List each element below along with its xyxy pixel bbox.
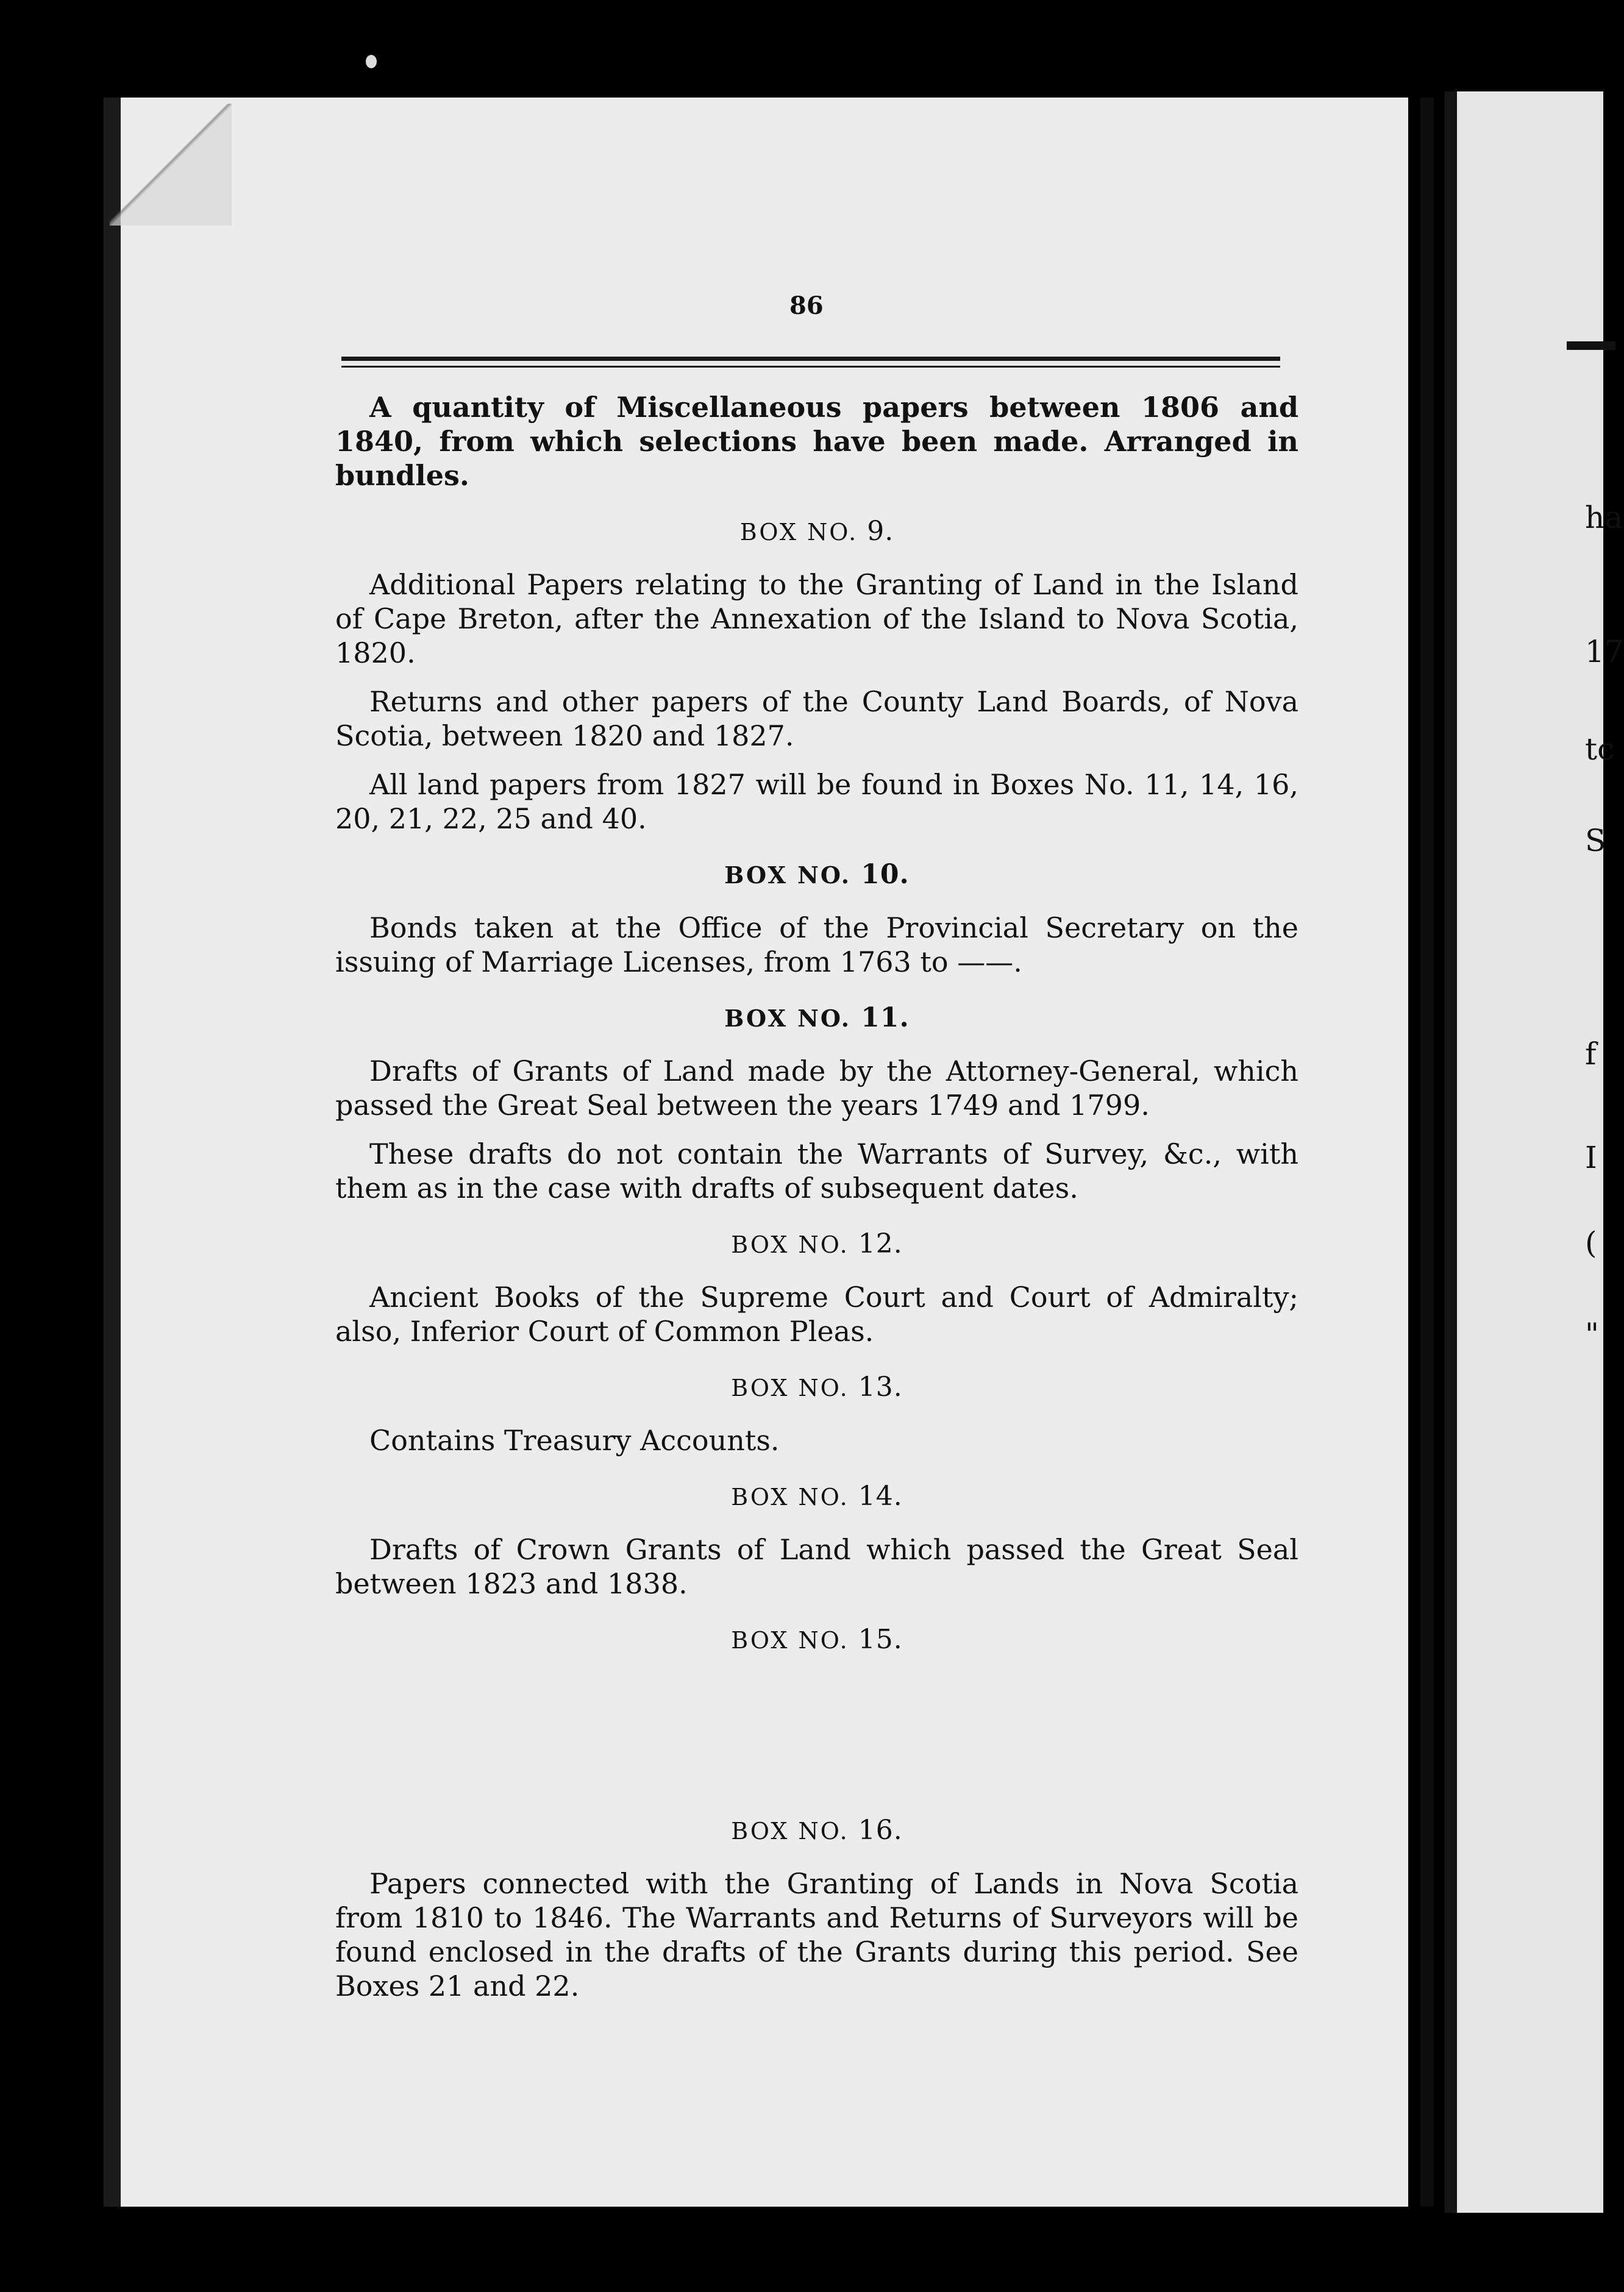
box-heading-number: 11.	[861, 1002, 910, 1033]
paragraph: These drafts do not contain the Warrants of Survey, &c., with them as in the case with drafts of subsequent dates.	[335, 1137, 1298, 1205]
right-page-edge	[1445, 91, 1624, 2213]
box-heading-label: BOX NO.	[731, 1375, 858, 1401]
right-page-fragment: (	[1585, 1225, 1597, 1261]
paragraph: A quantity of Miscellaneous papers between 1806 and 1840, from which selections have been made. Arranged in bundles.	[335, 391, 1298, 492]
box-heading-label: BOX NO.	[724, 1005, 861, 1032]
header-rule-thin	[341, 366, 1280, 368]
right-page-fragment: tc	[1585, 731, 1615, 767]
box-heading-label: BOX NO.	[731, 1627, 858, 1654]
paragraph: Returns and other papers of the County Land Boards, of Nova Scotia, between 1820 and 1827.	[335, 685, 1298, 752]
paragraph: Drafts of Crown Grants of Land which passed the Great Seal between 1823 and 1838.	[335, 1533, 1298, 1600]
box-heading-number: 12.	[858, 1228, 903, 1259]
box-heading	[335, 1227, 1298, 1262]
paragraph: Bonds taken at the Office of the Provincial Secretary on the issuing of Marriage Licenses, from 1763 to ——.	[335, 911, 1298, 978]
box-heading	[335, 1623, 1298, 1657]
box-heading-number: 9.	[867, 516, 894, 547]
box-heading-number: 13.	[858, 1372, 903, 1403]
box-heading-label: BOX NO.	[724, 861, 861, 889]
box-heading-label: BOX NO.	[731, 1231, 858, 1258]
paragraph: Additional Papers relating to the Granting of Land in the Island of Cape Breton, after the Annexation of the Island to Nova Scotia, 1820.	[335, 568, 1298, 669]
box-heading-label: BOX NO.	[739, 519, 867, 546]
paragraph: All land papers from 1827 will be found in Boxes No. 11, 14, 16, 20, 21, 22, 25 and 40.	[335, 768, 1298, 835]
document-body	[335, 390, 1298, 2018]
box-heading-number: 10.	[861, 859, 910, 890]
box-heading	[335, 1001, 1298, 1036]
box-heading-label: BOX NO.	[731, 1818, 858, 1845]
right-page-fragment: I	[1585, 1140, 1597, 1175]
folded-corner	[110, 104, 232, 226]
right-page-fragment: S	[1585, 823, 1606, 858]
box-heading-label: BOX NO.	[731, 1484, 858, 1511]
box-heading	[335, 514, 1298, 549]
paragraph: Drafts of Grants of Land made by the Attorney-General, which passed the Great Seal between the years 1749 and 1799.	[335, 1055, 1298, 1122]
header-rule-thick	[341, 357, 1280, 361]
right-page-fragment: 17	[1585, 634, 1624, 669]
paragraph: Papers connected with the Granting of Lands in Nova Scotia from 1810 to 1846. The Warrants and Returns of Surveyors will be found enclosed in the drafts of the Grants during this period. See Boxes 21 and 22.	[335, 1867, 1298, 2002]
box-heading	[335, 858, 1298, 892]
paragraph: Contains Treasury Accounts.	[369, 1424, 780, 1457]
page-number: 86	[789, 291, 824, 320]
paragraph: Ancient Books of the Supreme Court and Court of Admiralty; also, Inferior Court of Common Pleas.	[335, 1281, 1298, 1348]
box-heading-number: 16.	[858, 1815, 903, 1846]
box-heading	[335, 1813, 1298, 1848]
scan-artifact	[366, 55, 377, 68]
right-page-fragment: f	[1585, 1036, 1597, 1072]
box-heading-number: 15.	[858, 1624, 903, 1655]
blank-section	[335, 1676, 1298, 1792]
book-gutter	[1420, 98, 1434, 2207]
right-page-fragment: ha	[1585, 500, 1623, 535]
box-heading	[335, 1479, 1298, 1514]
right-page-fragment: "	[1585, 1317, 1599, 1352]
box-heading-number: 14.	[858, 1481, 903, 1512]
right-page-rule	[1567, 341, 1615, 350]
box-heading	[335, 1370, 1298, 1405]
